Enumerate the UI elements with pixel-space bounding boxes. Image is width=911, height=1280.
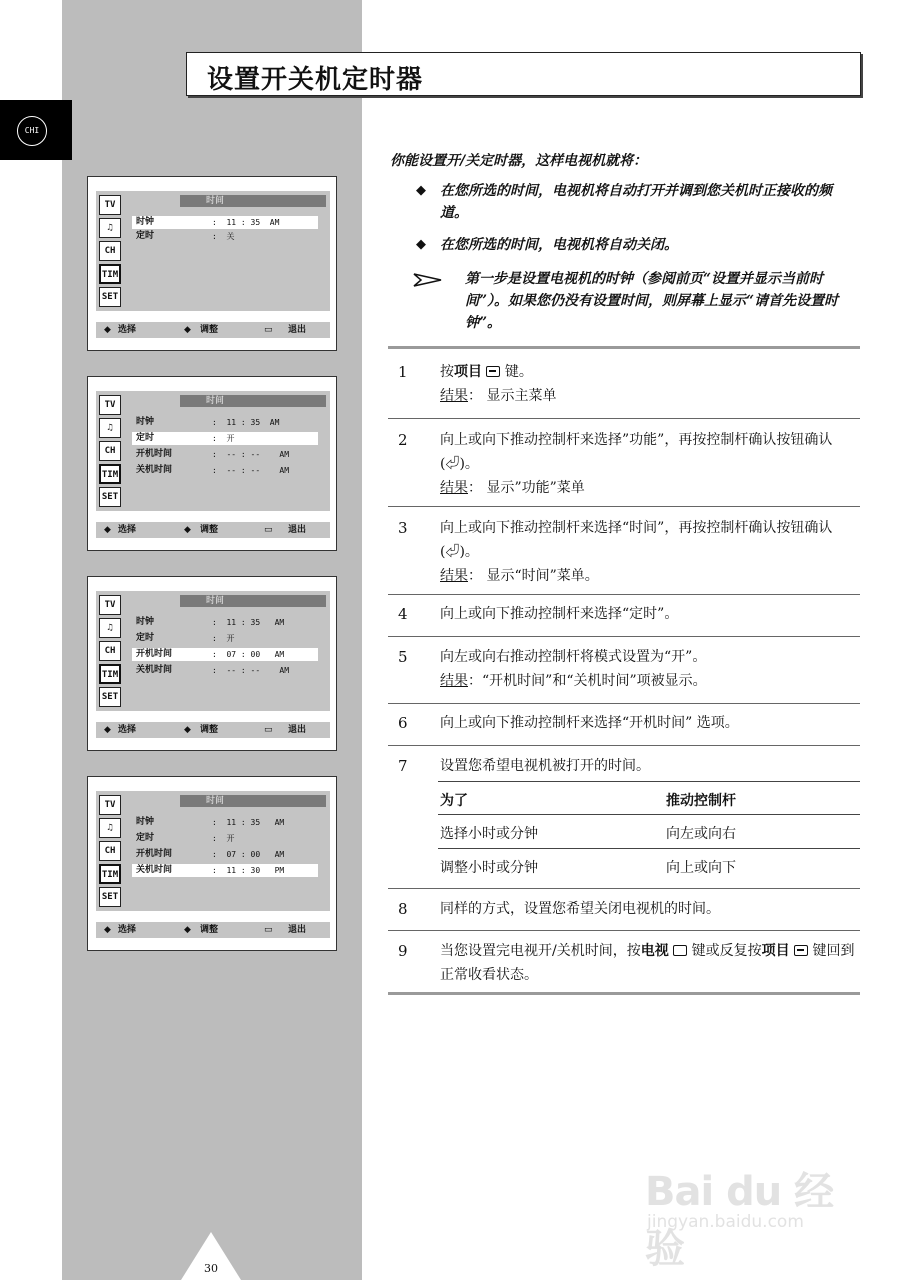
step-divider: [388, 594, 860, 595]
diamond-bullet-icon: ◆: [416, 183, 426, 198]
tv-icon: TV: [99, 395, 121, 415]
osd-row: 定时 : 开: [136, 833, 235, 843]
osd-title: 时间: [180, 795, 326, 807]
osd-row: 定时 : 开: [136, 633, 235, 643]
osd-row: 时钟 : 11 : 35 AM: [132, 216, 318, 229]
bullet-item: ◆ 在您所选的时间，电视机将自动打开并调到您关机时正接收的频道。: [440, 180, 855, 224]
table-header: 为了: [440, 793, 468, 809]
osd-screen-1: [87, 176, 337, 351]
step-9: 当您设置完电视开/关机时间，按电视 键或反复按项目 键回到正常收看状态。: [440, 943, 855, 983]
osd-nav-bar: [96, 322, 330, 338]
tv-icon: TV: [99, 195, 121, 215]
channel-icon: CH: [99, 841, 121, 861]
step-divider: [388, 930, 860, 931]
enter-button-icon: ⏎: [445, 456, 460, 472]
adjust-label: 调整: [200, 725, 219, 735]
step-number: 2: [398, 431, 408, 449]
osd-row: 开机时间 : 07 : 00 AM: [132, 648, 318, 661]
step-number: 9: [398, 942, 408, 960]
step-divider: [388, 703, 860, 704]
adjust-label: 调整: [200, 525, 219, 535]
exit-label: 退出: [288, 525, 307, 535]
step-number: 8: [398, 900, 408, 918]
step-1: 按项目 键。 结果： 显示主菜单: [440, 364, 557, 404]
step-number: 7: [398, 757, 408, 775]
osd-menu-panel: [96, 391, 330, 511]
adjust-label: 调整: [200, 925, 219, 935]
table-cell: 调整小时或分钟: [440, 860, 538, 876]
osd-title: 时间: [180, 195, 326, 207]
table-cell: 向左或向右: [666, 826, 736, 842]
adjust-arrows-icon: ◆: [184, 325, 191, 335]
osd-title: 时间: [180, 595, 326, 607]
step-2: 向上或向下推动控制杆来选择”功能”，再按控制杆确认按钮确认(⏎)。 结果： 显示”功能”菜单: [440, 432, 833, 496]
adjust-arrows-icon: ◆: [184, 525, 191, 535]
step-number: 3: [398, 519, 408, 537]
exit-label: 退出: [288, 725, 307, 735]
exit-label: 退出: [288, 925, 307, 935]
note-arrow-icon: [413, 272, 443, 288]
exit-label: 退出: [288, 325, 307, 335]
osd-row: 时钟 : 11 : 35 AM: [136, 617, 285, 627]
osd-row: 开机时间 : -- : -- AM: [136, 449, 290, 459]
language-tab: [0, 100, 72, 160]
select-arrows-icon: ◆: [104, 725, 111, 735]
osd-row: 关机时间 : -- : -- AM: [136, 665, 290, 675]
tv-key-icon: [673, 945, 687, 956]
select-arrows-icon: ◆: [104, 325, 111, 335]
section-divider: [388, 992, 860, 995]
clock-icon: TIM: [99, 464, 121, 484]
page-title-box: [186, 52, 861, 96]
table-cell: 向上或向下: [666, 860, 736, 876]
section-divider: [388, 346, 860, 349]
osd-row: 时钟 : 11 : 35 AM: [136, 817, 285, 827]
step-number: 6: [398, 714, 408, 732]
page-number: 30: [204, 1262, 218, 1275]
menu-key-icon: ▭: [264, 525, 273, 535]
table-border: [438, 814, 860, 815]
sound-icon: ♫: [99, 218, 121, 238]
step-3: 向上或向下推动控制杆来选择“时间”，再按控制杆确认按钮确认(⏎)。 结果： 显示“时间”菜单。: [440, 520, 833, 584]
clock-icon: TIM: [99, 664, 121, 684]
baidu-watermark: [645, 1140, 865, 1272]
osd-row: 关机时间 : -- : -- AM: [136, 465, 290, 475]
osd-row: 关机时间 : 11 : 30 PM: [132, 864, 318, 877]
osd-menu-panel: [96, 791, 330, 911]
clock-icon: TIM: [99, 264, 121, 284]
menu-key-icon: ▭: [264, 925, 273, 935]
table-border: [438, 781, 860, 782]
step-number: 4: [398, 605, 408, 623]
table-cell: 选择小时或分钟: [440, 826, 538, 842]
setup-icon: SET: [99, 687, 121, 707]
setup-icon: SET: [99, 887, 121, 907]
adjust-arrows-icon: ◆: [184, 925, 191, 935]
select-arrows-icon: ◆: [104, 525, 111, 535]
osd-screen-2: [87, 376, 337, 551]
step-divider: [388, 745, 860, 746]
osd-row: 时钟 : 11 : 35 AM: [136, 417, 280, 427]
menu-key-icon: [794, 945, 808, 956]
step-divider: [388, 636, 860, 637]
step-divider: [388, 506, 860, 507]
page-title: 设置开关机定时器: [207, 65, 424, 95]
setup-icon: SET: [99, 487, 121, 507]
tv-icon: TV: [99, 795, 121, 815]
select-label: 选择: [118, 525, 137, 535]
step-divider: [388, 888, 860, 889]
watermark-site: jingyan.baidu.com: [647, 1212, 804, 1232]
osd-menu-panel: [96, 591, 330, 711]
bullet-item: ◆ 在您所选的时间，电视机将自动关闭。: [440, 234, 855, 256]
diamond-bullet-icon: ◆: [416, 237, 426, 252]
osd-nav-bar: [96, 722, 330, 738]
step-4: 向上或向下推动控制杆来选择“定时”。: [440, 606, 679, 622]
menu-key-icon: [486, 366, 500, 377]
osd-row: 开机时间 : 07 : 00 AM: [136, 849, 285, 859]
osd-screen-3: [87, 576, 337, 751]
channel-icon: CH: [99, 241, 121, 261]
language-badge: CHI: [17, 116, 47, 146]
step-8: 同样的方式，设置您希望关闭电视机的时间。: [440, 901, 720, 917]
osd-menu-panel: [96, 191, 330, 311]
osd-row: 定时 : 关: [136, 231, 235, 241]
setup-icon: SET: [99, 287, 121, 307]
osd-nav-bar: [96, 522, 330, 538]
select-label: 选择: [118, 725, 137, 735]
select-label: 选择: [118, 925, 137, 935]
table-header: 推动控制杆: [666, 793, 736, 809]
clock-icon: TIM: [99, 864, 121, 884]
sound-icon: ♫: [99, 818, 121, 838]
menu-key-icon: ▭: [264, 725, 273, 735]
adjust-arrows-icon: ◆: [184, 725, 191, 735]
step-5: 向左或向右推动控制杆将模式设置为“开”。 结果：“开机时间”和“关机时间”项被显示。: [440, 649, 707, 689]
channel-icon: CH: [99, 641, 121, 661]
select-label: 选择: [118, 325, 137, 335]
osd-nav-bar: [96, 922, 330, 938]
table-border: [438, 848, 860, 849]
menu-key-icon: ▭: [264, 325, 273, 335]
intro-text: 你能设置开/关定时器，这样电视机就将：: [390, 153, 648, 169]
step-number: 1: [398, 363, 408, 381]
sound-icon: ♫: [99, 618, 121, 638]
watermark-brand: Bai du 经验: [645, 1169, 834, 1272]
step-divider: [388, 418, 860, 419]
adjust-label: 调整: [200, 325, 219, 335]
sound-icon: ♫: [99, 418, 121, 438]
step-number: 5: [398, 648, 408, 666]
step-6: 向上或向下推动控制杆来选择“开机时间” 选项。: [440, 715, 739, 731]
tv-icon: TV: [99, 595, 121, 615]
channel-icon: CH: [99, 441, 121, 461]
osd-row: 定时 : 开: [132, 432, 318, 445]
enter-button-icon: ⏎: [445, 544, 460, 560]
note-text: 第一步是设置电视机的时钟（参阅前页“设置并显示当前时间”）。如果您仍没有设置时间，则屏幕上显示“请首先设置时钟”。: [465, 271, 839, 331]
osd-screen-4: [87, 776, 337, 951]
select-arrows-icon: ◆: [104, 925, 111, 935]
osd-title: 时间: [180, 395, 326, 407]
step-7: 设置您希望电视机被打开的时间。: [440, 758, 650, 774]
